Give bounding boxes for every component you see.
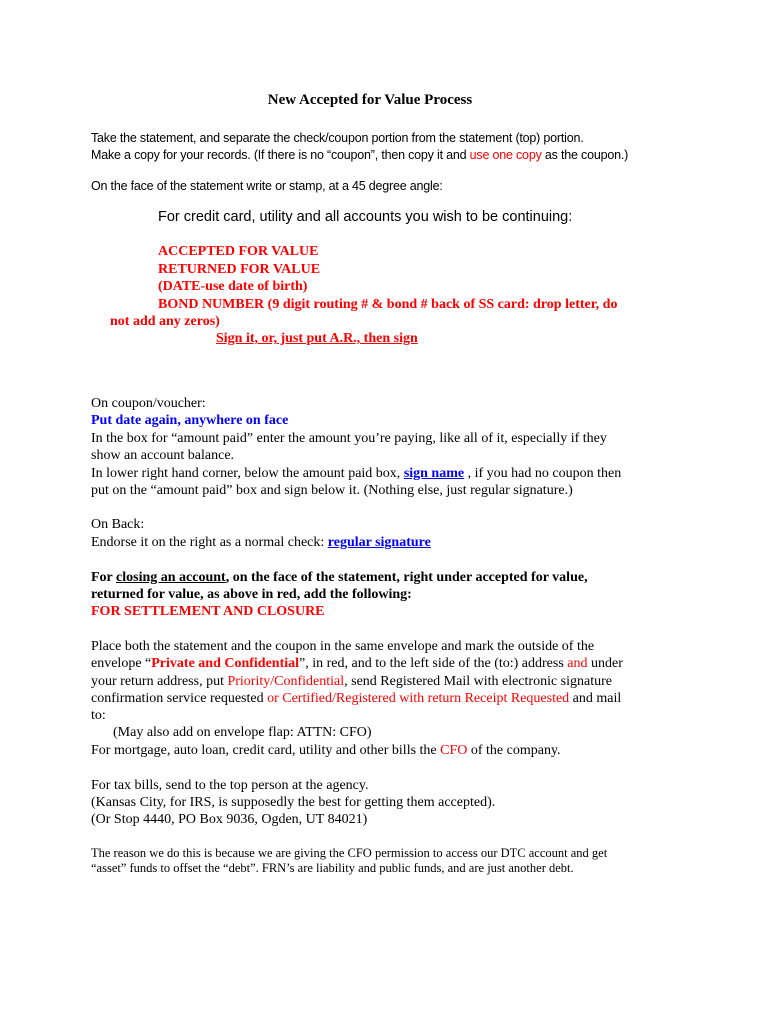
closing-an-account-text: closing an account bbox=[116, 570, 226, 585]
tax-line-3: (Or Stop 4440, PO Box 9036, Ogden, UT 84021) bbox=[91, 812, 368, 827]
credit-card-line: For credit card, utility and all accounts you wish to be continuing: bbox=[158, 209, 573, 225]
envelope-text-c: ”, in red, and to the left side of the (to:) address bbox=[299, 656, 568, 671]
reason-line-1: The reason we do this is because we are giving the CFO permission to access our DTC account and get bbox=[91, 846, 608, 860]
envelope-flap-note: (May also add on envelope flap: ATTN: CFO) bbox=[113, 725, 372, 740]
envelope-l3-text-a: your return address, put bbox=[91, 674, 228, 689]
coupon-sign-text-c: , if you had no coupon then bbox=[464, 466, 622, 481]
closing-line-1 bbox=[91, 569, 588, 586]
tax-line-2: (Kansas City, for IRS, is supposedly the best for getting them accepted). bbox=[91, 795, 496, 810]
back-endorse-line bbox=[91, 534, 431, 551]
coupon-put-date: Put date again, anywhere on face bbox=[91, 413, 289, 428]
cfo-text: CFO bbox=[440, 743, 468, 758]
certified-registered-text: or Certified/Registered with return Receipt Requested bbox=[267, 691, 570, 706]
stamp-bond-number: BOND NUMBER (9 digit routing # & bond # back of SS card: drop letter, do bbox=[158, 297, 618, 312]
face-instruction: On the face of the statement write or stamp, at a 45 degree angle: bbox=[91, 179, 443, 193]
for-settlement-and-closure: FOR SETTLEMENT AND CLOSURE bbox=[91, 604, 325, 619]
back-endorse-text: Endorse it on the right as a normal check: bbox=[91, 535, 328, 550]
intro-line-1: Take the statement, and separate the check/coupon portion from the statement (top) portion. bbox=[91, 131, 584, 145]
intro-line-2 bbox=[91, 147, 628, 164]
coupon-amount-line-1: In the box for “amount paid” enter the amount you’re paying, like all of it, especially if they bbox=[91, 431, 607, 446]
tax-line-1: For tax bills, send to the top person at the agency. bbox=[91, 778, 369, 793]
envelope-line-5: to: bbox=[91, 708, 106, 723]
stamp-accepted-for-value: ACCEPTED FOR VALUE bbox=[158, 244, 319, 259]
envelope-l7-text-a: For mortgage, auto loan, credit card, utility and other bills the bbox=[91, 743, 441, 758]
closing-text-c: , on the face of the statement, right under accepted for value, bbox=[225, 570, 588, 585]
coupon-sign-line-2: put on the “amount paid” box and sign below it. (Nothing else, just regular signature.) bbox=[91, 483, 573, 498]
use-one-copy-text: use one copy bbox=[469, 148, 542, 162]
intro-line-2-text-a: Make a copy for your records. (If there is no “coupon”, then copy it and bbox=[91, 148, 470, 162]
regular-signature-text: regular signature bbox=[327, 535, 431, 550]
envelope-text-e: under bbox=[587, 656, 623, 671]
envelope-line-1: Place both the statement and the coupon in the same envelope and mark the outside of the bbox=[91, 639, 595, 654]
envelope-cfo-line bbox=[91, 742, 561, 759]
closing-line-2: returned for value, as above in red, add the following: bbox=[91, 587, 412, 602]
envelope-text-a: envelope “ bbox=[91, 656, 152, 671]
envelope-l4-text-a: confirmation service requested bbox=[91, 691, 268, 706]
intro-line-2-text-c: as the coupon.) bbox=[541, 148, 629, 162]
envelope-line-3 bbox=[91, 673, 612, 690]
stamp-date: (DATE-use date of birth) bbox=[158, 279, 308, 294]
coupon-amount-line-2: show an account balance. bbox=[91, 448, 235, 463]
back-heading: On Back: bbox=[91, 517, 145, 532]
priority-confidential-text: Priority/Confidential bbox=[227, 674, 345, 689]
sign-name-text: sign name bbox=[403, 466, 465, 481]
closing-text-a: For bbox=[91, 570, 117, 585]
stamp-sign-it: Sign it, or, just put A.R., then sign bbox=[216, 331, 418, 346]
reason-line-2: “asset” funds to offset the “debt”. FRN’s are liability and public funds, and are just another debt. bbox=[91, 861, 574, 875]
coupon-sign-line-1 bbox=[91, 465, 621, 482]
envelope-l3-text-c: , send Registered Mail with electronic signature bbox=[344, 674, 612, 689]
envelope-line-2 bbox=[91, 655, 623, 672]
stamp-bond-number-cont: not add any zeros) bbox=[110, 314, 220, 329]
page-title: New Accepted for Value Process bbox=[267, 92, 473, 108]
stamp-returned-for-value: RETURNED FOR VALUE bbox=[158, 262, 321, 277]
envelope-l7-text-c: of the company. bbox=[467, 743, 561, 758]
private-and-confidential-text: Private and Confidential bbox=[151, 656, 300, 671]
envelope-line-4 bbox=[91, 690, 621, 707]
envelope-and-text: and bbox=[567, 656, 588, 671]
coupon-heading: On coupon/voucher: bbox=[91, 396, 206, 411]
coupon-sign-text-a: In lower right hand corner, below the amount paid box, bbox=[91, 466, 404, 481]
envelope-l4-text-c: and mail bbox=[569, 691, 622, 706]
